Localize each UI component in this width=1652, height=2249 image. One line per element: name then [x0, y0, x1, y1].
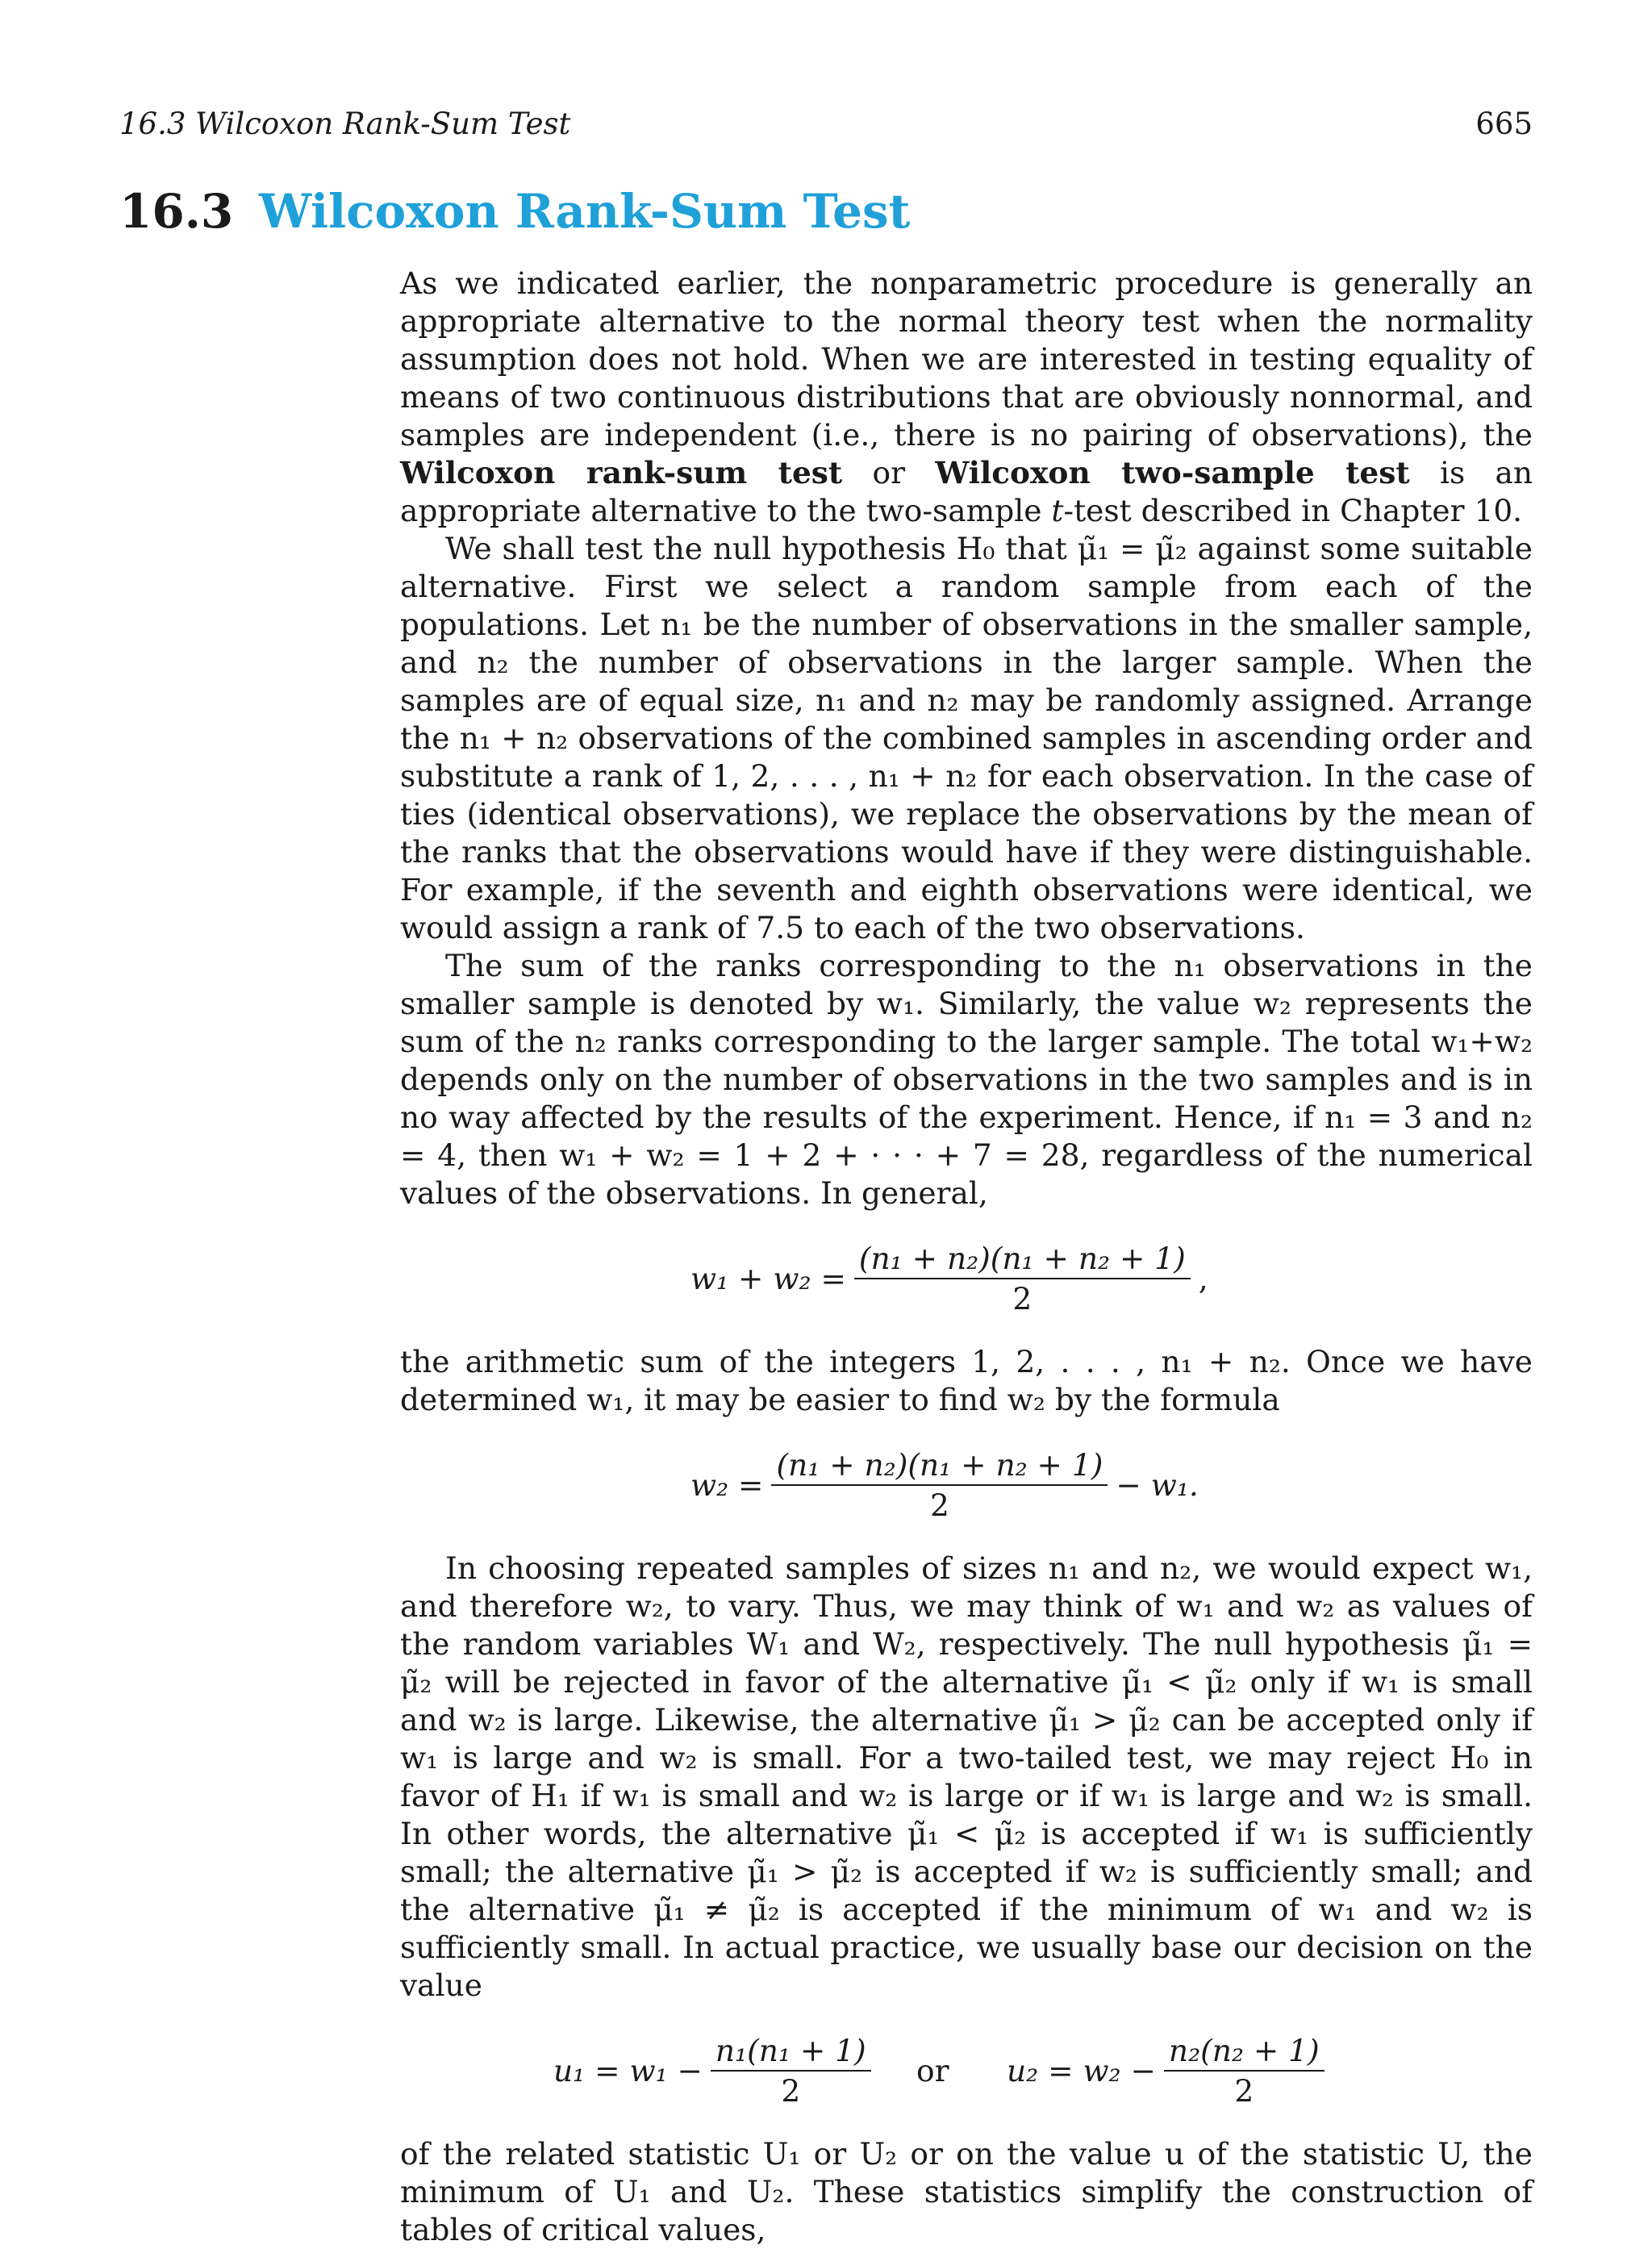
equation-tail: , [1198, 1260, 1208, 1296]
fraction-numerator: n₂(n₂ + 1) [1164, 2031, 1325, 2072]
fraction-denominator: 2 [781, 2073, 801, 2109]
term-wilcoxon-rank-sum-test: Wilcoxon rank-sum test [400, 455, 843, 490]
equation-or: or [916, 2052, 949, 2088]
equation-w2 [400, 1430, 1533, 1540]
term-wilcoxon-two-sample-test: Wilcoxon two-sample test [935, 455, 1410, 490]
paragraph-sum-of-ranks: The sum of the ranks corresponding to the n₁ observations in the smaller sample is denoted by w₁. Similarly, the value w₂ represents the sum of the n₂ ranks corresponding to the larger sample. The total w₁+w₂ depends only on the number of observations in the two samples and is in no way affected by the results of the experiment. Hence, if n₁ = 3 and n₂ = 4, then w₁ + w₂ = 1 + 2 + · · · + 7 = 28, regardless of the numerical values of the observations. In general, [400, 948, 1533, 1211]
equation-u2 [1007, 2016, 1333, 2126]
fraction-numerator: (n₁ + n₂)(n₁ + n₂ + 1) [771, 1446, 1108, 1486]
paragraph-arithmetic-sum: the arithmetic sum of the integers 1, 2, . . . , n₁ + n₂. Once we have determined w₁, it may be easier to find w₂ by the formula [400, 1344, 1533, 1417]
intro-text-c: -test described in Chapter 10. [1063, 493, 1523, 528]
equation-fraction [711, 2031, 871, 2110]
equation-u-statistics [400, 2016, 1533, 2126]
paragraph-related-statistic: of the related statistic U₁ or U₂ or on the value u of the statistic U, the minimum of U₁ and U₂. These statistics simplify the construction of tables of critical values, [400, 2136, 1533, 2247]
fraction-denominator: 2 [1012, 1281, 1032, 1316]
fraction-denominator: 2 [930, 1488, 949, 1523]
intro-text-b: is an appropriate alternative to the two-sample [400, 455, 1533, 528]
intro-text-t: t [1051, 493, 1064, 528]
equation-lhs: w₁ + w₂ = [690, 1260, 846, 1296]
equation-fraction [1164, 2031, 1325, 2110]
running-header [119, 106, 1533, 141]
fraction-denominator: 2 [1234, 2073, 1254, 2109]
equation-fraction [771, 1446, 1108, 1525]
intro-text-or: or [842, 455, 936, 490]
paragraph-intro [400, 265, 1533, 530]
section-heading [119, 184, 910, 239]
page-number: 665 [1475, 106, 1533, 141]
equation-tail: − w₁. [1116, 1467, 1199, 1503]
paragraph-repeated-samples: In choosing repeated samples of sizes n₁ and n₂, we would expect w₁, and therefore w₂, to vary. Thus, we may think of w₁ and w₂ as values of the random variables W₁ and W₂, respectively. The null hypothesis μ̃₁ = μ̃₂ will be rejected in favor of the alternative μ̃₁ < μ̃₂ only if w₁ is small and w₂ is large. Likewise, the alternative μ̃₁ > μ̃₂ can be accepted only if w₁ is large and w₂ is small. For a two-tailed test, we may reject H₀ in favor of H₁ if w₁ is small and w₂ is large or if w₁ is large and w₂ is small. In other words, the alternative μ̃₁ < μ̃₂ is accepted if w₁ is sufficiently small; the alternative μ̃₁ > μ̃₂ is accepted if w₂ is sufficiently small; and the alternative μ̃₁ ≠ μ̃₂ is accepted if the minimum of w₁ and w₂ is sufficiently small. In actual practice, we usually base our decision on the value [400, 1550, 1533, 2003]
equation-body [690, 1430, 1199, 1540]
running-title: 16.3 Wilcoxon Rank-Sum Test [119, 106, 571, 141]
paragraph-null-hypothesis: We shall test the null hypothesis H₀ that μ̃₁ = μ̃₂ against some suitable alternative. First we select a random sample from each of the populations. Let n₁ be the number of observations in the smaller sample, and n₂ the number of observations in the larger sample. When the samples are of equal size, n₁ and n₂ may be randomly assigned. Arrange the n₁ + n₂ observations of the combined samples in ascending order and substitute a rank of 1, 2, . . . , n₁ + n₂ for each observation. In the case of ties (identical observations), we replace the observations by the mean of the ranks that the observations would have if they were distinguishable. For example, if the seventh and eighth observations were identical, we would assign a rank of 7.5 to each of the two observations. [400, 531, 1533, 945]
equation-fraction [854, 1239, 1191, 1318]
equation-lhs: u₁ = w₁ − [553, 2052, 703, 2088]
intro-text-a: As we indicated earlier, the nonparametric procedure is generally an appropriate alternative to the normal theory test when the normality assumption does not hold. When we are interested in testing equality of means of two continuous distributions that are obviously nonnormal, and samples are independent (i.e., there is no pairing of observations), the [400, 265, 1533, 453]
fraction-numerator: n₁(n₁ + 1) [711, 2031, 871, 2072]
fraction-numerator: (n₁ + n₂)(n₁ + n₂ + 1) [854, 1239, 1191, 1279]
equation-lhs: u₂ = w₂ − [1007, 2052, 1156, 2088]
section-title: Wilcoxon Rank-Sum Test [259, 184, 911, 239]
equation-u1 [553, 2016, 879, 2126]
section-number: 16.3 [119, 184, 234, 239]
body-text [400, 265, 1533, 2249]
equation-body [690, 1224, 1208, 1333]
equation-lhs: w₂ = [690, 1467, 764, 1503]
equation-sum-w1-w2 [400, 1224, 1533, 1333]
